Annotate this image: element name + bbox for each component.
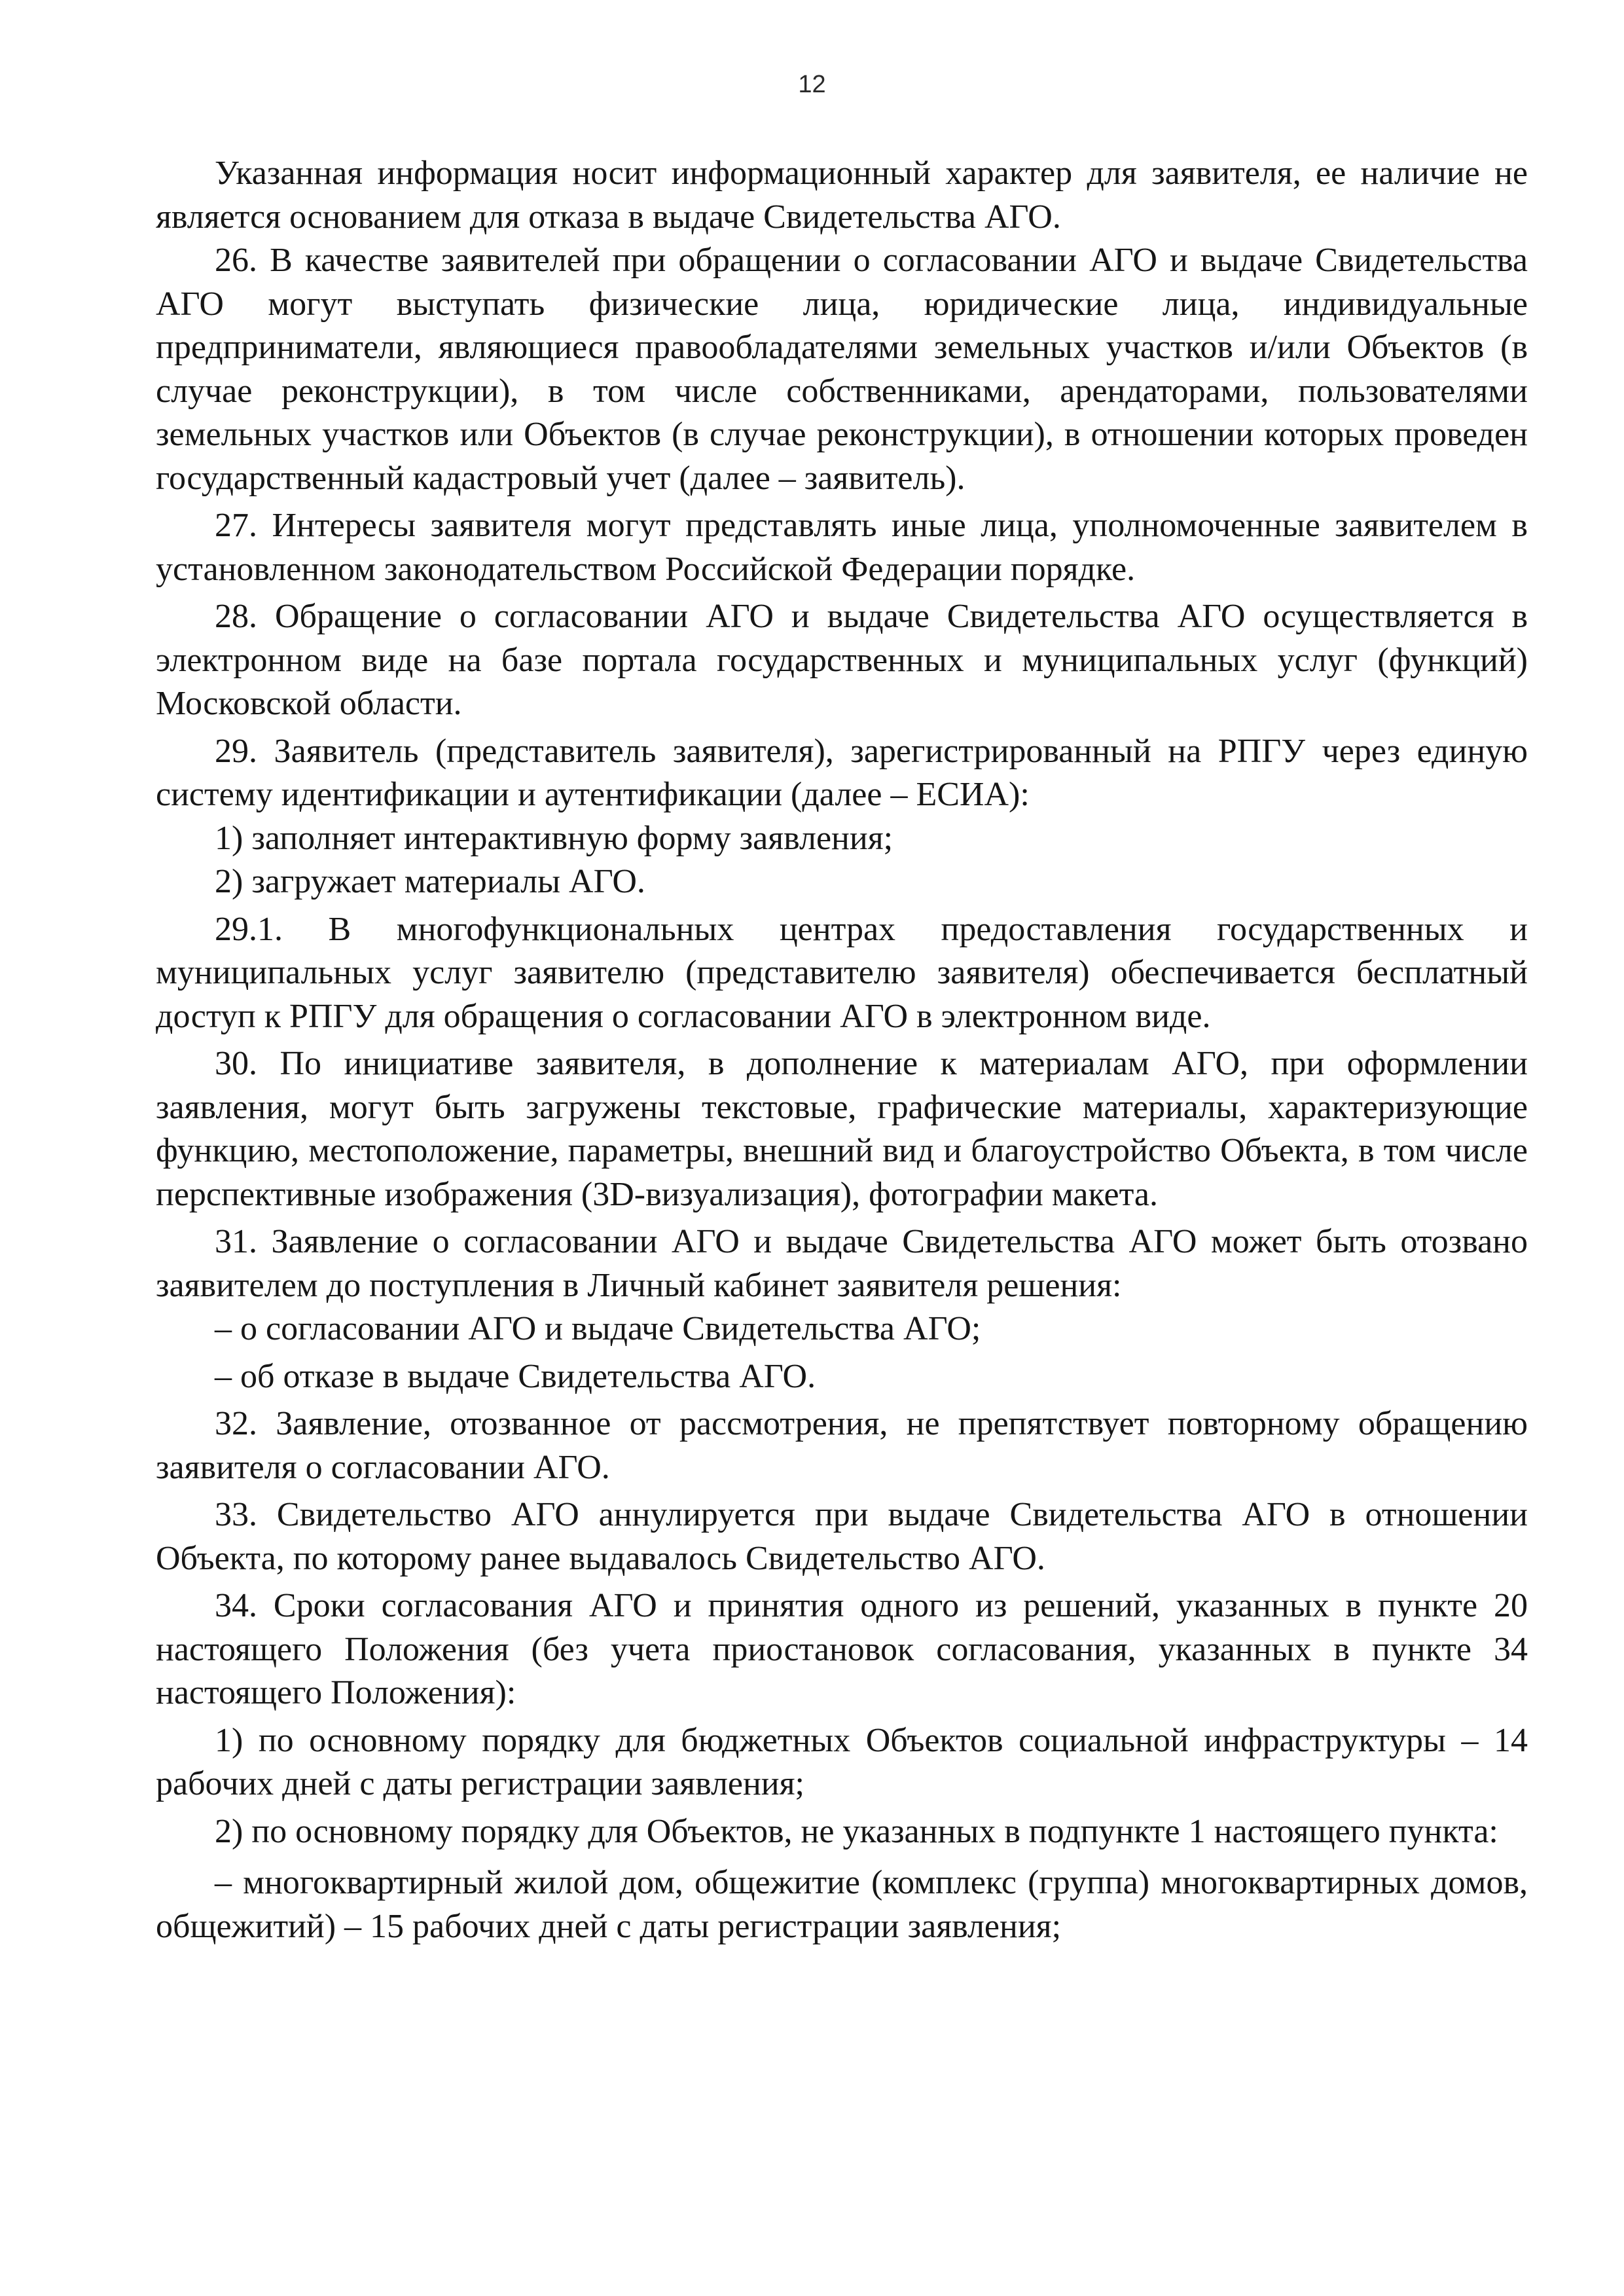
paragraph-30: 30. По инициативе заявителя, в дополнение к материалам АГО, при оформлении заявления, могут быть загружены текстовые, графические материалы, характеризующие функцию, местоположение, параметры, внешний вид и благоустройство Объекта, в том числе перспективные изображения (3D-визуализация), фотографии макета.: [156, 1045, 1528, 1213]
paragraph-34-item-2-dash: – многоквартирный жилой дом, общежитие (комплекс (группа) многоквартирных домов, общежитий) – 15 рабочих дней с даты регистрации заявления;: [156, 1864, 1528, 1945]
paragraph-29-item-1: 1) заполняет интерактивную форму заявления;: [215, 819, 893, 857]
paragraph-31-item-refusal: – об отказе в выдаче Свидетельства АГО.: [215, 1357, 816, 1395]
paragraph-34-item-2: 2) по основному порядку для Объектов, не указанных в подпункте 1 настоящего пункта:: [215, 1812, 1498, 1850]
paragraph-29-1: 29.1. В многофункциональных центрах предоставления государственных и муниципальных услуг заявителю (представителю заявителя) обеспечивается бесплатный доступ к РПГУ для обращения о согласовании АГО в электронном виде.: [156, 910, 1528, 1035]
paragraph-34: 34. Сроки согласования АГО и принятия одного из решений, указанных в пункте 20 настоящего Положения (без учета приостановок согласования, указанных в пункте 34 настоящего Положения):: [156, 1587, 1528, 1711]
paragraph-29-item-2: 2) загружает материалы АГО.: [215, 863, 645, 900]
paragraph-27: 27. Интересы заявителя могут представлять иные лица, уполномоченные заявителем в установленном законодательством Российской Федерации порядке.: [156, 507, 1528, 588]
paragraph-info-note: Указанная информация носит информационный характер для заявителя, ее наличие не является основанием для отказа в выдаче Свидетельства АГО.: [156, 155, 1528, 236]
paragraph-29: 29. Заявитель (представитель заявителя), зарегистрированный на РПГУ через единую систему идентификации и аутентификации (далее – ЕСИА):: [156, 732, 1528, 813]
paragraph-31-item-approval: – о согласовании АГО и выдаче Свидетельства АГО;: [215, 1310, 981, 1347]
document-body: [156, 152, 1528, 1948]
paragraph-28: 28. Обращение о согласовании АГО и выдаче Свидетельства АГО осуществляется в электронном виде на базе портала государственных и муниципальных услуг (функций) Московской области.: [156, 598, 1528, 722]
paragraph-33: 33. Свидетельство АГО аннулируется при выдаче Свидетельства АГО в отношении Объекта, по которому ранее выдавалось Свидетельство АГО.: [156, 1496, 1528, 1577]
paragraph-31: 31. Заявление о согласовании АГО и выдаче Свидетельства АГО может быть отозвано заявителем до поступления в Личный кабинет заявителя решения:: [156, 1223, 1528, 1304]
paragraph-32: 32. Заявление, отозванное от рассмотрения, не препятствует повторному обращению заявителя о согласовании АГО.: [156, 1405, 1528, 1486]
paragraph-34-item-1: 1) по основному порядку для бюджетных Объектов социальной инфраструктуры – 14 рабочих дней с даты регистрации заявления;: [156, 1721, 1528, 1802]
paragraph-26: 26. В качестве заявителей при обращении о согласовании АГО и выдаче Свидетельства АГО могут выступать физические лица, юридические лица, индивидуальные предприниматели, являющиеся правообладателями земельных участков и/или Объектов (в случае реконструкции), в том числе собственниками, арендаторами, пользователями земельных участков или Объектов (в случае реконструкции), в отношении которых проведен государственный кадастровый учет (далее – заявитель).: [156, 242, 1528, 497]
page-number: 12: [798, 71, 826, 98]
